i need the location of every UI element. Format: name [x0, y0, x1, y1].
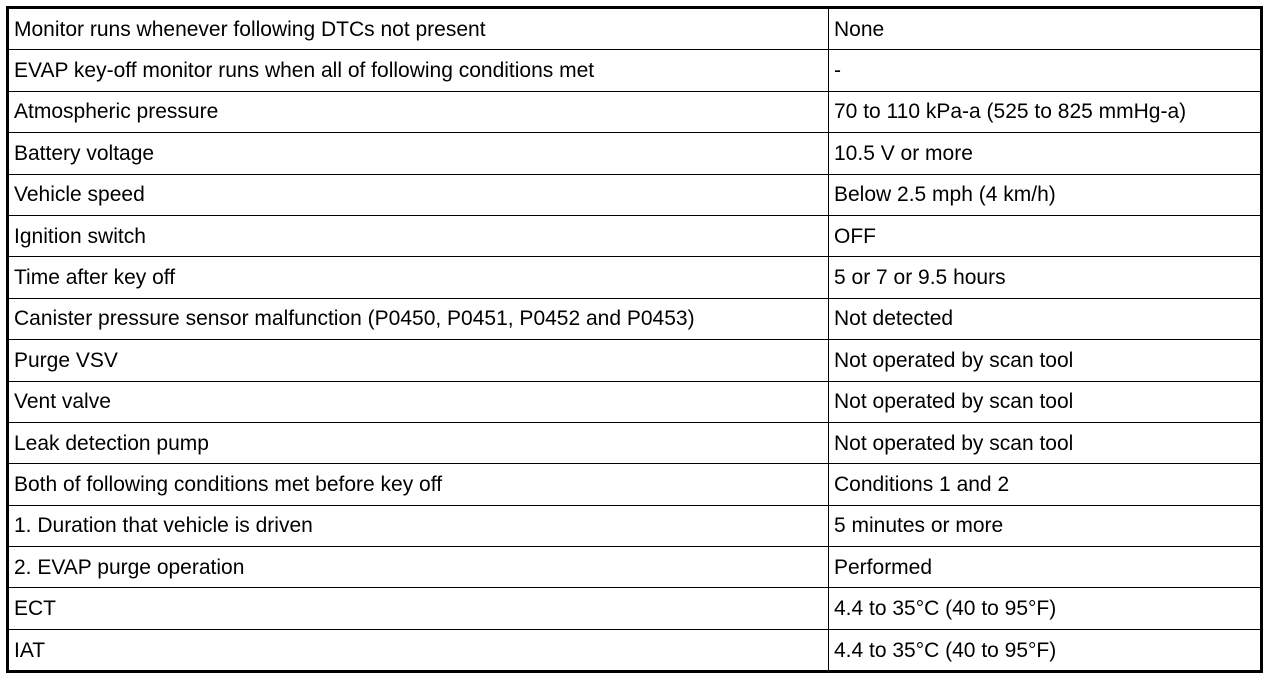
condition-label: Ignition switch [8, 215, 829, 256]
condition-value: 4.4 to 35°C (40 to 95°F) [829, 588, 1262, 629]
condition-value: Not operated by scan tool [829, 381, 1262, 422]
table-row [8, 215, 1262, 256]
table-row [8, 257, 1262, 298]
condition-value: 10.5 V or more [829, 133, 1262, 174]
condition-label: Time after key off [8, 257, 829, 298]
condition-label: Both of following conditions met before key off [8, 464, 829, 505]
condition-value: Below 2.5 mph (4 km/h) [829, 174, 1262, 215]
condition-label: ECT [8, 588, 829, 629]
condition-label: Monitor runs whenever following DTCs not present [8, 8, 829, 50]
condition-label: IAT [8, 629, 829, 671]
table-row [8, 133, 1262, 174]
condition-value: Not operated by scan tool [829, 422, 1262, 463]
condition-label: Canister pressure sensor malfunction (P0450, P0451, P0452 and P0453) [8, 298, 829, 339]
conditions-table [6, 6, 1263, 673]
condition-value: 5 or 7 or 9.5 hours [829, 257, 1262, 298]
condition-value: Conditions 1 and 2 [829, 464, 1262, 505]
table-row [8, 464, 1262, 505]
condition-label: Atmospheric pressure [8, 91, 829, 132]
condition-value: Performed [829, 547, 1262, 588]
table-row [8, 298, 1262, 339]
table-row [8, 422, 1262, 463]
table-row [8, 91, 1262, 132]
condition-value: 70 to 110 kPa-a (525 to 825 mmHg-a) [829, 91, 1262, 132]
condition-label: EVAP key-off monitor runs when all of following conditions met [8, 50, 829, 91]
table-row [8, 505, 1262, 546]
condition-label: Battery voltage [8, 133, 829, 174]
condition-label: 2. EVAP purge operation [8, 547, 829, 588]
table-row [8, 381, 1262, 422]
condition-label: 1. Duration that vehicle is driven [8, 505, 829, 546]
condition-value: Not operated by scan tool [829, 340, 1262, 381]
condition-label: Vehicle speed [8, 174, 829, 215]
table-row [8, 50, 1262, 91]
condition-label: Purge VSV [8, 340, 829, 381]
table-row [8, 547, 1262, 588]
condition-value: - [829, 50, 1262, 91]
table-row [8, 174, 1262, 215]
table-row [8, 340, 1262, 381]
condition-label: Leak detection pump [8, 422, 829, 463]
condition-value: None [829, 8, 1262, 50]
table-row [8, 8, 1262, 50]
condition-value: Not detected [829, 298, 1262, 339]
condition-value: OFF [829, 215, 1262, 256]
table-row [8, 629, 1262, 671]
condition-value: 5 minutes or more [829, 505, 1262, 546]
condition-value: 4.4 to 35°C (40 to 95°F) [829, 629, 1262, 671]
condition-label: Vent valve [8, 381, 829, 422]
table-row [8, 588, 1262, 629]
